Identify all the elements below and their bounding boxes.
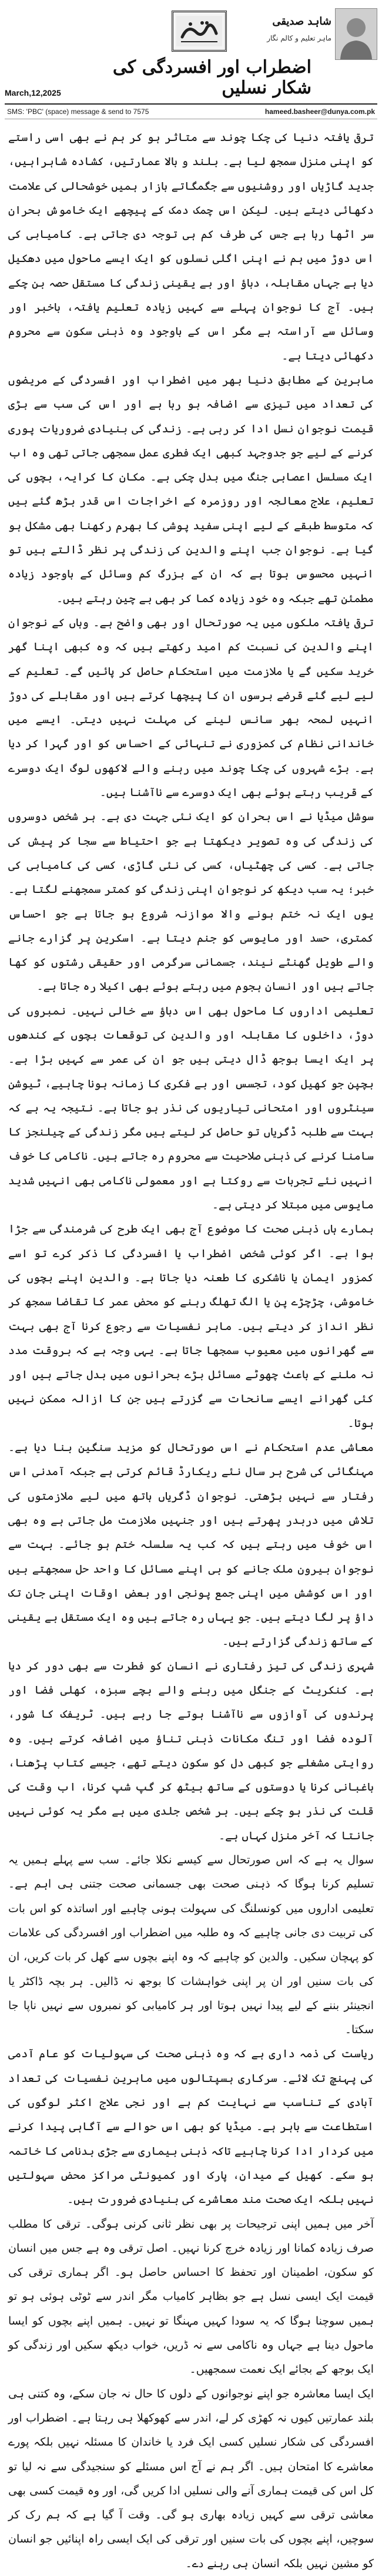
article-paragraph: آخر میں ہمیں اپنی ترجیحات پر بھی نظر ثانی کرنی ہوگی۔ ترقی کا مطلب صرف زیادہ کمانا اور زیادہ خرچ کرنا نہیں۔ اصل ترقی وہ ہے جس میں انسان کو سکون، اطمینان اور تحفظ کا احساس حاصل ہو۔ اگر ہماری ترقی کی قیمت ایک ایسی نسل ہے جو بظاہر کامیاب مگر اندر سے ٹوٹی ہوئی ہو تو ہمیں سوچنا ہوگا کہ یہ سودا کہیں مہنگا تو نہیں۔ ہمیں اپنے بچوں کو ایسا ماحول دینا ہے جہاں وہ ناکامی سے نہ ڈریں، خواب دیکھ سکیں اور زندگی کو ایک بوجھ کے بجائے ایک نعمت سمجھیں۔ xyxy=(8,2217,374,2376)
article-paragraph: ایک ایسا معاشرہ جو اپنے نوجوانوں کے دلوں کا حال نہ جان سکے، وہ کتنی ہی بلند عمارتیں کیوں نہ کھڑی کر لے، اندر سے کھوکھلا ہی رہتا ہے۔ اضطراب اور افسردگی کی شکار نسلیں کسی ایک فرد یا خاندان کا مسئلہ نہیں بلکہ پورے معاشرے کا امتحان ہیں۔ اگر ہم نے آج اس مسئلے کو سنجیدگی سے نہ لیا تو کل اس کی قیمت ہماری آنے والی نسلیں ادا کریں گی، اور وہ قیمت کسی بھی معاشی ترقی سے کہیں زیادہ بھاری ہو گی۔ وقت آ گیا ہے کہ ہم رک کر سوچیں، اپنے بچوں کی بات سنیں اور ترقی کی ایک ایسی راہ اپنائیں جو انسان کو مشین نہیں بلکہ انسان ہی رہنے دے۔ xyxy=(8,2387,374,2570)
article-paragraph: ترقی یافتہ ملکوں میں یہ صورتحال اور بھی واضح ہے۔ وہاں کے نوجوان اپنے والدین کی نسبت کم امید رکھتے ہیں کہ وہ کبھی اپنا گھر خرید سکیں گے یا ملازمت میں استحکام حاصل کر پائیں گے۔ تعلیم کے لیے لیے گئے قرضے برسوں ان کا پیچھا کرتے ہیں اور مقابلے کی دوڑ انہیں لمحہ بھر سانس لینے کی مہلت نہیں دیتی۔ ایسے میں خاندانی نظام کی کمزوری نے تنہائی کے احساس کو اور گہرا کر دیا ہے۔ بڑے شہروں کی چکا چوند میں رہنے والے لاکھوں لوگ ایک دوسرے کے قریب رہتے ہوئے بھی ایک دوسرے سے ناآشنا ہیں۔ xyxy=(8,616,374,800)
article-paragraph: شہری زندگی کی تیز رفتاری نے انسان کو فطرت سے بھی دور کر دیا ہے۔ کنکریٹ کے جنگل میں رہنے والے بچے سبزہ، کھلی فضا اور پرندوں کی آوازوں سے ناآشنا ہوتے جا رہے ہیں۔ ٹریفک کا شور، آلودہ فضا اور تنگ مکانات ذہنی تناؤ میں اضافہ کرتے ہیں۔ وہ روایتی مشغلے جو کبھی دل کو سکون دیتے تھے، جیسے کتاب پڑھنا، باغبانی کرنا یا دوستوں کے ساتھ بیٹھ کر گپ شپ کرنا، اب وقت کی قلت کی نذر ہو چکے ہیں۔ ہر شخص جلدی میں ہے مگر یہ کوئی نہیں جانتا کہ آخر منزل کہاں ہے۔ xyxy=(8,1659,374,1842)
article-paragraph: ترقی یافتہ دنیا کی چکا چوند سے متاثر ہو کر ہم نے بھی اسی راستے کو اپنی منزل سمجھ لیا ہے۔ بلند و بالا عمارتیں، کشادہ شاہراہیں، جدید گاڑیاں اور روشنیوں سے جگمگاتے بازار ہمیں خوشحالی کی علامت دکھائی دیتے ہیں۔ لیکن اس چمک دمک کے پیچھے ایک خاموش بحران سر اٹھا رہا ہے جس کی طرف کم ہی توجہ دی جاتی ہے۔ کامیابی کی اس دوڑ میں ہم نے اپنی اگلی نسلوں کو ایک ایسے ماحول میں دھکیل دیا ہے جہاں مقابلہ، دباؤ اور بے یقینی زندگی کا مستقل حصہ بن چکے ہیں۔ آج کا نوجوان پہلے سے کہیں زیادہ تعلیم یافتہ، باخبر اور وسائل سے آراستہ ہے مگر اس کے باوجود وہ ذہنی سکون سے محروم دکھائی دیتا ہے۔ xyxy=(8,131,374,362)
author-panel xyxy=(260,8,377,96)
author-portrait-icon xyxy=(336,9,377,59)
author-name: شاہد صدیقی xyxy=(272,15,331,28)
sms-instruction: SMS: 'PBC' (space) message & send to 7575 xyxy=(7,108,149,116)
article-paragraph: سوشل میڈیا نے اس بحران کو ایک نئی جہت دی ہے۔ ہر شخص دوسروں کی زندگی کی وہ تصویر دیکھتا ہے جو احتیاط سے سجا کر پیش کی جاتی ہے۔ کسی کی چھٹیاں، کسی کی نئی گاڑی، کسی کی کامیابی کی خبر؛ یہ سب دیکھ کر نوجوان اپنی زندگی کو کمتر سمجھنے لگتا ہے۔ یوں ایک نہ ختم ہونے والا موازنہ شروع ہو جاتا ہے جو احساس کمتری، حسد اور مایوسی کو جنم دیتا ہے۔ اسکرین پر گزارے جانے والے طویل گھنٹے نیند، جسمانی سرگرمی اور حقیقی رشتوں کو کھا جاتے ہیں اور انسان ہجوم میں رہتے ہوئے بھی اکیلا رہ جاتا ہے۔ xyxy=(8,810,374,993)
newspaper-logo xyxy=(172,11,227,52)
author-role: ماہر تعلیم و کالم نگار xyxy=(267,34,331,42)
article-paragraph: ہمارے ہاں ذہنی صحت کا موضوع آج بھی ایک طرح کی شرمندگی سے جڑا ہوا ہے۔ اگر کوئی شخص اضطراب یا افسردگی کا ذکر کرے تو اسے کمزور ایمان یا ناشکری کا طعنہ دیا جاتا ہے۔ والدین اپنے بچوں کی خاموشی، چڑچڑے پن یا الگ تھلگ رہنے کو محض عمر کا تقاضا سمجھ کر نظر انداز کر دیتے ہیں۔ ماہر نفسیات سے رجوع کرنا آج بھی بہت سے گھرانوں میں معیوب سمجھا جاتا ہے۔ یہی وجہ ہے کہ بروقت مدد نہ ملنے کے باعث چھوٹے مسائل بڑے بحرانوں میں بدل جاتے ہیں اور کئی گھرانے ایسے سانحات سے گزرتے ہیں جن کا ازالہ ممکن نہیں ہوتا۔ xyxy=(8,1222,374,1430)
column-title: اضطراب اور افسردگی کی شکار نسلیں xyxy=(112,57,311,98)
author-avatar xyxy=(335,8,377,60)
article-paragraph: تعلیمی اداروں کا ماحول بھی اس دباؤ سے خالی نہیں۔ نمبروں کی دوڑ، داخلوں کا مقابلہ اور والدین کی توقعات بچوں کے کندھوں پر ایک ایسا بوجھ ڈال دیتی ہیں جو ان کی عمر سے کہیں بڑا ہے۔ بچپن جو کھیل کود، تجسس اور بے فکری کا زمانہ ہونا چاہیے، ٹیوشن سینٹروں اور امتحانی تیاریوں کی نذر ہو جاتا ہے۔ نتیجہ یہ ہے کہ بہت سے طلبہ ڈگریاں تو حاصل کر لیتے ہیں مگر زندگی کے چیلنجز کا سامنا کرنے کی ذہنی صلاحیت سے محروم رہ جاتے ہیں۔ ناکامی کا خوف انہیں نئے تجربات سے روکتا ہے اور معمولی ناکامی بھی انہیں شدید مایوسی میں مبتلا کر دیتی ہے۔ xyxy=(8,1004,374,1212)
article-body xyxy=(8,126,374,2570)
publish-date: March,12,2025 xyxy=(5,88,61,98)
article-paragraph: سوال یہ ہے کہ اس صورتحال سے کیسے نکلا جائے۔ سب سے پہلے ہمیں یہ تسلیم کرنا ہوگا کہ ذہنی صحت بھی جسمانی صحت جتنی ہی اہم ہے۔ تعلیمی اداروں میں کونسلنگ کی سہولت ہونی چاہیے اور اساتذہ کو اس بات کی تربیت دی جانی چاہیے کہ وہ طلبہ میں اضطراب اور افسردگی کی علامات کو پہچان سکیں۔ والدین کو چاہیے کہ وہ اپنے بچوں سے کھل کر بات کریں، ان کی بات سنیں اور ان پر اپنی خواہشات کا بوجھ نہ ڈالیں۔ ہر بچہ ڈاکٹر یا انجینئر بننے کے لیے پیدا نہیں ہوتا اور ہر کامیابی کو نمبروں سے نہیں ناپا جا سکتا۔ xyxy=(8,1853,374,2037)
article-paragraph: معاشی عدم استحکام نے اس صورتحال کو مزید سنگین بنا دیا ہے۔ مہنگائی کی شرح ہر سال نئے ریکارڈ قائم کرتی ہے جبکہ آمدنی اس رفتار سے نہیں بڑھتی۔ نوجوان ڈگریاں ہاتھ میں لیے ملازمتوں کی تلاش میں دربدر پھرتے ہیں اور جنہیں ملازمت مل جاتی ہے وہ بھی اس خوف میں رہتے ہیں کہ کب یہ سلسلہ ختم ہو جائے۔ بہت سے نوجوان بیرون ملک جانے کو ہی اپنے مسائل کا واحد حل سمجھتے ہیں اور اس کوشش میں اپنی جمع پونجی اور بعض اوقات اپنی جان تک داؤ پر لگا دیتے ہیں۔ جو یہاں رہ جاتے ہیں وہ ایک مستقل بے یقینی کے ساتھ زندگی گزارتے ہیں۔ xyxy=(8,1441,374,1648)
article-paragraph: ریاست کی ذمہ داری ہے کہ وہ ذہنی صحت کی سہولیات کو عام آدمی کی پہنچ تک لائے۔ سرکاری ہسپتالوں میں ماہرین نفسیات کی تعداد آبادی کے تناسب سے نہایت کم ہے اور نجی علاج اکثر لوگوں کی استطاعت سے باہر ہے۔ میڈیا کو بھی اس حوالے سے آگاہی پیدا کرنے میں کردار ادا کرنا چاہیے تاکہ ذہنی بیماری سے جڑی بدنامی کا خاتمہ ہو سکے۔ کھیل کے میدان، پارک اور کمیونٹی مراکز محض سہولتیں نہیں بلکہ ایک صحت مند معاشرے کی بنیادی ضرورت ہیں۔ xyxy=(8,2047,374,2206)
contact-bar xyxy=(5,103,377,119)
author-email-link[interactable]: hameed.basheer@dunya.com.pk xyxy=(264,108,375,116)
newspaper-logo-icon xyxy=(176,16,222,46)
article-paragraph: ماہرین کے مطابق دنیا بھر میں اضطراب اور افسردگی کے مریضوں کی تعداد میں تیزی سے اضافہ ہو رہا ہے اور اس کی سب سے بڑی قیمت نوجوان نسل ادا کر رہی ہے۔ زندگی کی بنیادی ضروریات پوری کرنے کے لیے جو جدوجہد کبھی ایک فطری عمل سمجھی جاتی تھی وہ اب ایک مسلسل اعصابی جنگ میں بدل چکی ہے۔ مکان کا کرایہ، بچوں کی تعلیم، علاج معالجہ اور روزمرہ کے اخراجات اس قدر بڑھ گئے ہیں کہ متوسط طبقے کے لیے اپنی سفید پوشی کا بھرم رکھنا بھی مشکل ہو گیا ہے۔ نوجوان جب اپنے والدین کی زندگی پر نظر ڈالتے ہیں تو انہیں محسوس ہوتا ہے کہ ان کے بزرگ کم وسائل کے باوجود زیادہ مطمئن تھے جبکہ وہ خود زیادہ کما کر بھی بے چین رہتے ہیں۔ xyxy=(8,373,374,605)
masthead xyxy=(0,0,382,123)
